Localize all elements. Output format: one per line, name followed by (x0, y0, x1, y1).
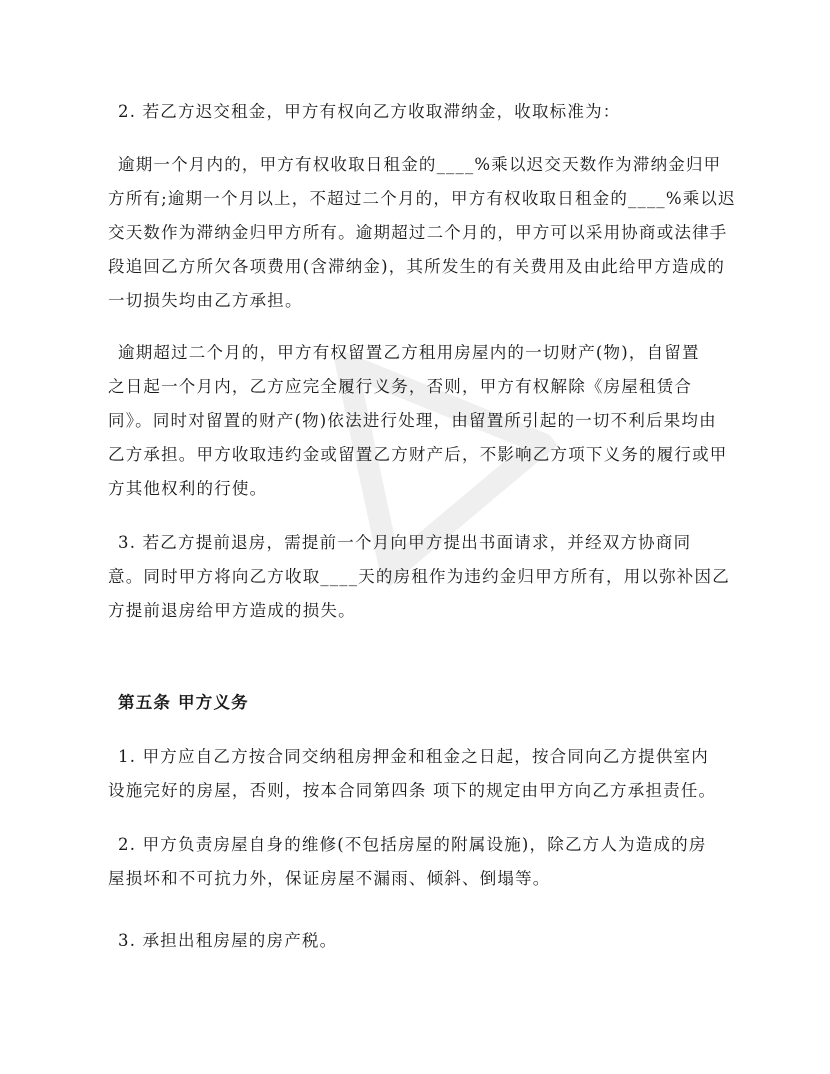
text-line: 设施完好的房屋，否则，按本合同第四条 项下的规定由甲方向乙方承担责任。 (108, 781, 717, 800)
text-line: 2. 甲方负责房屋自身的维修(不包括房屋的附属设施)，除乙方人为造成的房 (118, 835, 707, 854)
text-line: 1. 甲方应自乙方按合同交纳租房押金和租金之日起，按合同向乙方提供室内 (118, 747, 709, 766)
paragraph-duty-3 (108, 924, 728, 958)
text-line: 3. 承担出租房屋的房产税。 (118, 931, 338, 950)
paragraph-duty-1 (108, 740, 728, 808)
section-heading (108, 686, 728, 720)
paragraph-late-rent (108, 95, 728, 129)
text-line: 方提前退房给甲方造成的损失。 (108, 601, 356, 620)
text-line: 屋损坏和不可抗力外，保证房屋不漏雨、倾斜、倒塌等。 (108, 869, 551, 888)
text-line: 交天数作为滞纳金归甲方所有。逾期超过二个月的，甲方可以采用协商或法律手 (108, 223, 728, 242)
text-line: 方其他权利的行使。 (108, 479, 268, 498)
text-line: 同》。同时对留置的财产(物)依法进行处理，由留置所引起的一切不利后果均由 (108, 411, 717, 430)
text-line: 逾期一个月内的，甲方有权收取日租金的____%乘以迟交天数作为滞纳金归甲 (118, 155, 722, 174)
text-line: 意。同时甲方将向乙方收取____天的房租作为违约金归甲方所有，用以弥补因乙 (108, 567, 730, 586)
text-line: 一切损失均由乙方承担。 (108, 291, 303, 310)
text-line: 2. 若乙方迟交租金，甲方有权向乙方收取滞纳金，收取标准为： (118, 102, 621, 121)
text-line: 段追回乙方所欠各项费用(含滞纳金)，其所发生的有关费用及由此给甲方造成的 (108, 257, 726, 276)
text-line: 逾期超过二个月的，甲方有权留置乙方租用房屋内的一切财产(物)，自留置 (118, 343, 700, 362)
text-line: 之日起一个月内，乙方应完全履行义务，否则，甲方有权解除《房屋租赁合 (108, 377, 693, 396)
paragraph-late-fee-rules (108, 148, 736, 318)
paragraph-lien (108, 336, 728, 506)
text-line: 乙方承担。甲方收取违约金或留置乙方财产后，不影响乙方项下义务的履行或甲 (108, 445, 728, 464)
paragraph-early-termination (108, 526, 728, 628)
paragraph-duty-2 (108, 828, 728, 896)
text-line: 方所有;逾期一个月以上，不超过二个月的，甲方有权收取日租金的____%乘以迟 (108, 189, 736, 208)
text-line: 3. 若乙方提前退房，需提前一个月向甲方提出书面请求，并经双方协商同 (118, 533, 692, 552)
section-title: 第五条 甲方义务 (118, 693, 249, 712)
